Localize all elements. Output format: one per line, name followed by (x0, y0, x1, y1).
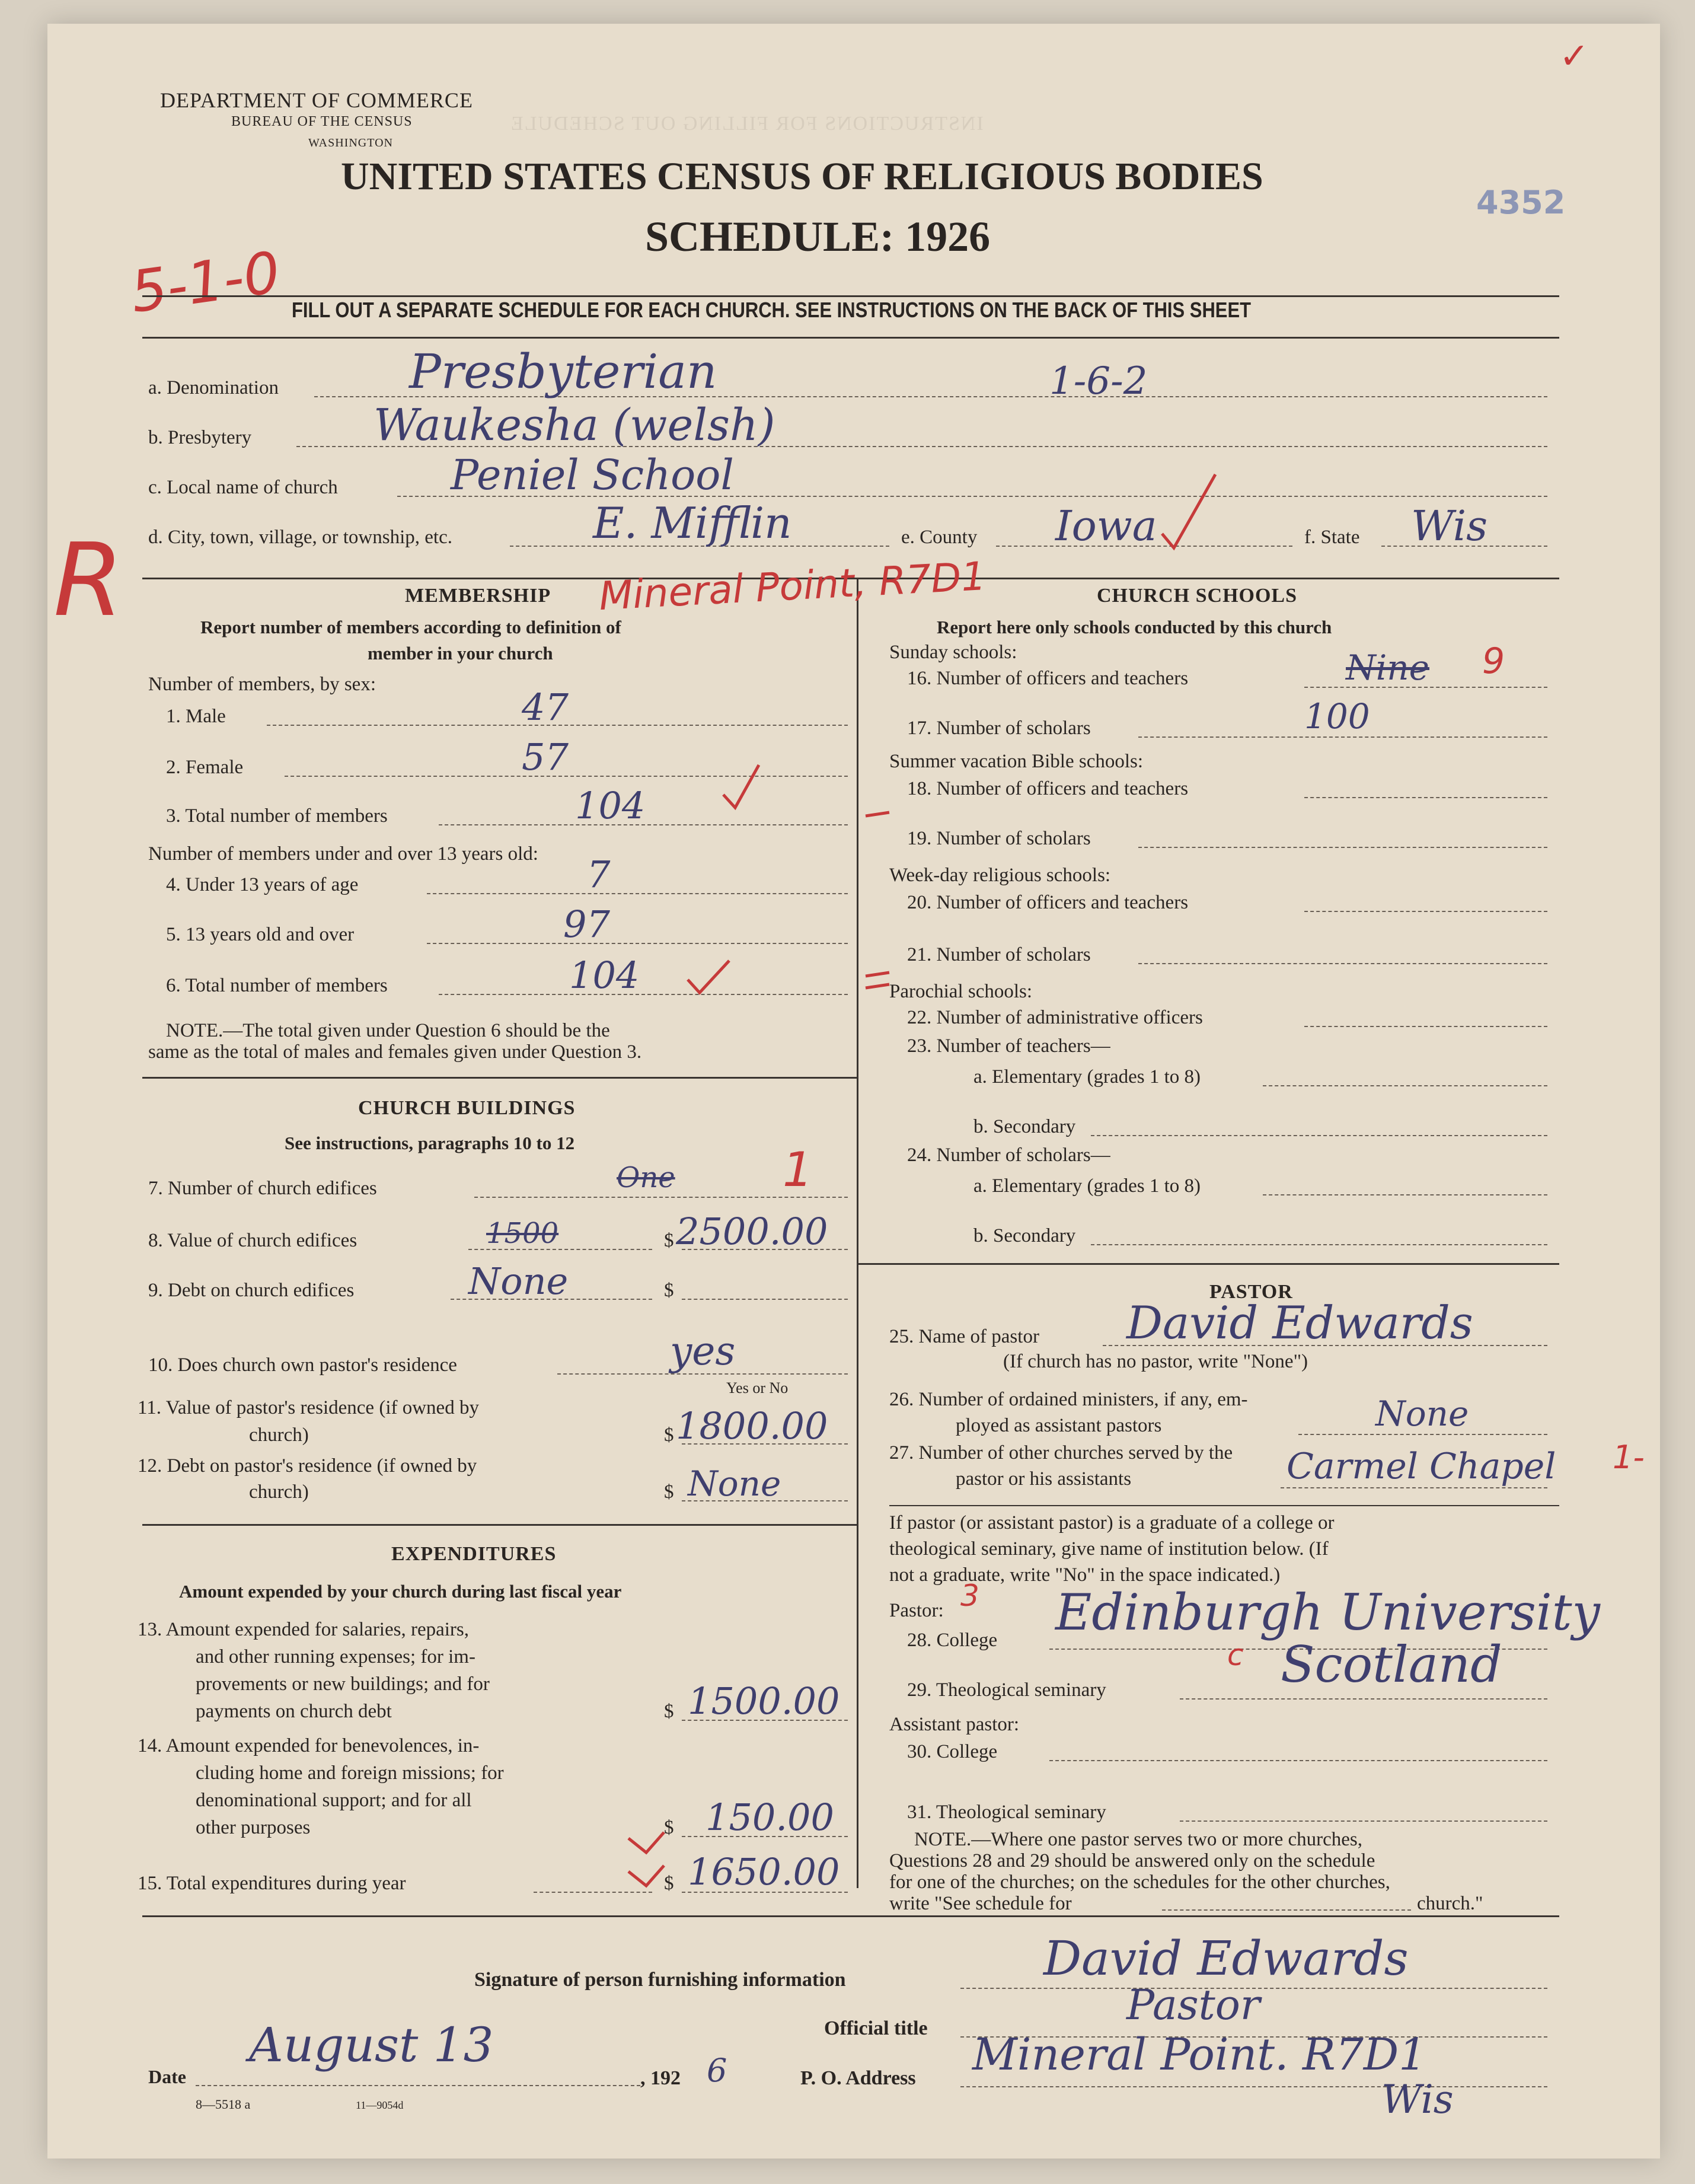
tick-q3 (866, 812, 889, 816)
buildings-sub: See instructions, paragraphs 10 to 12 (285, 1133, 575, 1153)
q11-label: 11. Value of pastor's residence (if owned by (138, 1397, 479, 1418)
q28-value[interactable]: Edinburgh University (1055, 1583, 1600, 1641)
q12-label: 12. Debt on pastor's residence (if owned by (138, 1455, 477, 1477)
q7-value[interactable]: 1 (783, 1142, 813, 1197)
q13-value[interactable]: 1500.00 (688, 1679, 840, 1723)
po-address-value-2[interactable]: Wis (1381, 2077, 1454, 2122)
q26-line (1298, 1434, 1547, 1435)
po-address-line (960, 2086, 1547, 2087)
q12-value[interactable]: None (688, 1464, 781, 1504)
buildings-title: CHURCH BUILDINGS (358, 1097, 576, 1119)
q4-label: 4. Under 13 years of age (166, 874, 359, 895)
expenditures-sub: Amount expended by your church during last fiscal year (179, 1581, 622, 1602)
q18-label: 18. Number of officers and teachers (907, 778, 1189, 799)
q13-dollar: $ (664, 1701, 674, 1722)
q14-line-2: cluding home and foreign missions; for (196, 1762, 504, 1784)
q26-line-2: ployed as assistant pastors (956, 1415, 1162, 1436)
q14-line-1: 14. Amount expended for benevolences, in- (138, 1735, 480, 1756)
city-label: d. City, town, village, or township, etc. (148, 527, 452, 548)
date-label: Date (148, 2066, 186, 2087)
city-value[interactable]: E. Mifflin (593, 498, 792, 548)
rule-membership (142, 1077, 857, 1079)
q27-value[interactable]: Carmel Chapel (1287, 1446, 1556, 1487)
q1-label: 1. Male (166, 706, 226, 727)
red-code: 5-1-0 (126, 238, 285, 326)
q21-line (1138, 963, 1547, 964)
pastor-title: PASTOR (1209, 1281, 1293, 1303)
q23a-label: a. Elementary (grades 1 to 8) (973, 1066, 1201, 1088)
q5-label: 5. 13 years old and over (166, 924, 355, 945)
check-mark-q6 (688, 961, 729, 993)
q13-line-4: payments on church debt (196, 1701, 392, 1722)
q16-value[interactable]: 9 (1482, 640, 1505, 682)
graduate-line-3: not a graduate, write "No" in the space indicated.) (889, 1564, 1281, 1586)
margin-red-r: R (53, 522, 124, 639)
q8-label: 8. Value of church edifices (148, 1230, 357, 1251)
schedule-year: SCHEDULE: 1926 (645, 213, 991, 260)
q22-label: 22. Number of administrative officers (907, 1007, 1203, 1028)
denomination-code: 1-6-2 (1049, 359, 1148, 403)
q9-label: 9. Debt on church edifices (148, 1280, 355, 1301)
parochial-schools: Parochial schools: (889, 981, 1033, 1002)
po-address-label: P. O. Address (800, 2067, 916, 2089)
q29-line (1180, 1698, 1547, 1700)
pastor-note-blank (1162, 1909, 1411, 1911)
schools-title: CHURCH SCHOOLS (1097, 585, 1297, 607)
q27-line-2: pastor or his assistants (956, 1468, 1132, 1490)
q21-label: 21. Number of scholars (907, 944, 1091, 965)
members-by-age: Number of members under and over 13 years old: (148, 843, 538, 865)
rule-top-2 (142, 337, 1559, 339)
q23a-line (1263, 1085, 1547, 1086)
q23b-line (1091, 1135, 1547, 1136)
rule-buildings (142, 1524, 857, 1526)
form-title: UNITED STATES CENSUS OF RELIGIOUS BODIES (341, 155, 1263, 198)
q6-label: 6. Total number of members (166, 975, 388, 996)
q8-dollar: $ (664, 1230, 674, 1251)
check-mark-q3 (723, 765, 759, 808)
rule-top (142, 295, 1559, 297)
q25-value[interactable]: David Edwards (1126, 1296, 1473, 1349)
red-address: Mineral Point, R7D1 (598, 553, 988, 620)
denomination-value[interactable]: Presbyterian (409, 344, 717, 399)
q28-label: 28. College (907, 1630, 998, 1651)
po-address-value[interactable]: Mineral Point. R7D1 (972, 2029, 1427, 2080)
q27-red: 1- (1613, 1439, 1645, 1476)
census-schedule-sheet (47, 24, 1660, 2159)
q29-label: 29. Theological seminary (907, 1679, 1106, 1701)
q8-struck: 1500 (486, 1217, 559, 1250)
q11-label-2: church) (249, 1424, 309, 1446)
membership-intro-1: Report number of members according to definition of (200, 617, 621, 637)
stamp-number: 4352 (1476, 184, 1566, 221)
date-line (196, 2085, 640, 2086)
membership-intro-2: member in your church (368, 643, 553, 664)
assistant-label: Assistant pastor: (889, 1714, 1020, 1735)
q13-line-2: and other running expenses; for im- (196, 1646, 475, 1668)
q6-line (439, 994, 848, 995)
q14-line-3: denominational support; and for all (196, 1790, 472, 1811)
corner-check: ✓ (1559, 36, 1589, 77)
q18-line (1304, 797, 1547, 798)
q7-label: 7. Number of church edifices (148, 1178, 377, 1199)
q1-value[interactable]: 47 (522, 686, 569, 729)
q19-label: 19. Number of scholars (907, 828, 1091, 849)
check-mark-identity (1162, 474, 1215, 548)
summer-schools: Summer vacation Bible schools: (889, 751, 1144, 772)
q6-value[interactable]: 104 (569, 954, 640, 997)
q7-struck: One (617, 1161, 675, 1194)
q24b-label: b. Secondary (973, 1225, 1076, 1246)
q5-value[interactable]: 97 (563, 903, 610, 946)
pastor-note-3: for one of the churches; on the schedules for the other churches, (889, 1871, 1390, 1893)
q16-struck: Nine (1346, 648, 1429, 688)
tick-q6b (866, 984, 889, 988)
county-label: e. County (901, 527, 978, 548)
church-name-label: c. Local name of church (148, 477, 338, 498)
q2-value[interactable]: 57 (522, 735, 569, 779)
q5-line (427, 943, 848, 944)
q15-label: 15. Total expenditures during year (138, 1873, 406, 1894)
q16-label: 16. Number of officers and teachers (907, 668, 1189, 689)
county-value[interactable]: Iowa (1055, 502, 1157, 550)
q24-label: 24. Number of scholars— (907, 1144, 1110, 1166)
signature-value[interactable]: David Edwards (1043, 1931, 1409, 1986)
year-suffix[interactable]: 6 (707, 2052, 727, 2089)
q25-note: (If church has no pastor, write "None") (1003, 1351, 1308, 1372)
q23b-label: b. Secondary (973, 1116, 1076, 1137)
q23-label: 23. Number of teachers— (907, 1035, 1110, 1057)
church-name-value[interactable]: Peniel School (451, 451, 734, 499)
pastor-note-2: Questions 28 and 29 should be answered only on the schedule (889, 1850, 1375, 1871)
q9-line-b (682, 1299, 848, 1300)
presbytery-label: b. Presbytery (148, 427, 252, 448)
q17-label: 17. Number of scholars (907, 718, 1091, 739)
q14-value[interactable]: 150.00 (706, 1796, 834, 1839)
q9-value[interactable]: None (468, 1260, 569, 1303)
denomination-label: a. Denomination (148, 377, 279, 398)
q4-value[interactable]: 7 (587, 853, 611, 896)
q26-line-1: 26. Number of ordained ministers, if any, em- (889, 1389, 1248, 1410)
q10-label: 10. Does church own pastor's residence (148, 1354, 457, 1376)
q26-value[interactable]: None (1375, 1394, 1469, 1434)
bureau-name: BUREAU OF THE CENSUS (231, 114, 413, 129)
rule-bottom-left (142, 1915, 1559, 1917)
q29-red-mark: c (1227, 1638, 1244, 1672)
official-title-value[interactable]: Pastor (1126, 1981, 1260, 2029)
q3-value[interactable]: 104 (575, 784, 646, 827)
column-divider (857, 578, 858, 1888)
pastor-label: Pastor: (889, 1600, 944, 1621)
q25-label: 25. Name of pastor (889, 1326, 1039, 1347)
signature-label: Signature of person furnishing information (474, 1969, 846, 1991)
yes-no-hint: Yes or No (726, 1379, 789, 1397)
pastor-note-1: NOTE.—Where one pastor serves two or more churches, (914, 1829, 1362, 1850)
q9-dollar: $ (664, 1280, 674, 1301)
q13-line-1: 13. Amount expended for salaries, repairs, (138, 1619, 470, 1640)
q17-value[interactable]: 100 (1304, 696, 1370, 736)
q8-value[interactable]: 2500.00 (676, 1210, 828, 1253)
q24a-label: a. Elementary (grades 1 to 8) (973, 1175, 1201, 1197)
q3-label: 3. Total number of members (166, 805, 388, 827)
graduate-line-1: If pastor (or assistant pastor) is a graduate of a college or (889, 1512, 1335, 1533)
state-label: f. State (1304, 527, 1360, 548)
tick-q6a (866, 973, 889, 976)
q13-line-3: provements or new buildings; and for (196, 1673, 490, 1695)
q27-line-1: 27. Number of other churches served by the (889, 1442, 1233, 1464)
schools-sub: Report here only schools conducted by this church (937, 617, 1332, 637)
q24a-line (1263, 1194, 1547, 1195)
q29-value[interactable]: Scotland (1281, 1635, 1502, 1694)
sunday-schools: Sunday schools: (889, 642, 1017, 663)
q15-line-a (534, 1892, 652, 1893)
rule-pastor (889, 1505, 1559, 1506)
year-prefix: , 192 (640, 2067, 681, 2089)
department-name: DEPARTMENT OF COMMERCE (160, 88, 473, 112)
form-number: 8—5518 a (196, 2097, 251, 2112)
q11-dollar: $ (664, 1424, 674, 1446)
q20-label: 20. Number of officers and teachers (907, 892, 1189, 913)
membership-note-1: NOTE.—The total given under Question 6 should be the (166, 1020, 610, 1041)
q2-label: 2. Female (166, 757, 244, 778)
date-value[interactable]: August 13 (249, 2017, 494, 2073)
q15-value[interactable]: 1650.00 (688, 1850, 840, 1893)
q30-label: 30. College (907, 1741, 998, 1762)
check-mark-q14 (628, 1832, 664, 1853)
membership-title: MEMBERSHIP (405, 585, 551, 607)
state-value[interactable]: Wis (1411, 502, 1488, 550)
form-number-2: 11—9054d (356, 2099, 404, 2111)
q20-line (1304, 911, 1547, 912)
q12-dollar: $ (664, 1481, 674, 1503)
q17-line (1138, 736, 1547, 738)
expenditures-title: EXPENDITURES (391, 1543, 557, 1565)
q10-value[interactable]: yes (670, 1328, 736, 1374)
pastor-note-4: write "See schedule for (889, 1893, 1072, 1914)
q31-line (1180, 1820, 1547, 1822)
q15-dollar: $ (664, 1873, 674, 1894)
fill-out-instruction: FILL OUT A SEPARATE SCHEDULE FOR EACH CHURCH. SEE INSTRUCTIONS ON THE BACK OF THIS SHEET (292, 298, 1252, 322)
rule-schools (857, 1263, 1559, 1265)
bureau-city: WASHINGTON (308, 136, 393, 149)
pastor-red-mark: 3 (960, 1579, 979, 1613)
q11-value[interactable]: 1800.00 (676, 1404, 828, 1448)
bleed-through-text: INSTRUCTIONS FOR FILLING OUT SCHEDULE (510, 113, 984, 135)
check-mark-q15 (628, 1866, 664, 1886)
q27-line (1281, 1487, 1547, 1488)
q14-line-4: other purposes (196, 1817, 311, 1838)
q22-line (1304, 1026, 1547, 1027)
q4-line (427, 893, 848, 894)
q31-label: 31. Theological seminary (907, 1802, 1106, 1823)
presbytery-value[interactable]: Waukesha (welsh) (374, 400, 775, 451)
q14-dollar: $ (664, 1817, 674, 1838)
weekday-schools: Week-day religious schools: (889, 865, 1111, 886)
q12-label-2: church) (249, 1481, 309, 1503)
membership-note-2: same as the total of males and females given under Question 3. (148, 1041, 642, 1063)
pastor-note-4b: church." (1417, 1893, 1483, 1914)
members-by-sex: Number of members, by sex: (148, 674, 376, 695)
q24b-line (1091, 1244, 1547, 1245)
q19-line (1138, 847, 1547, 848)
q30-line (1049, 1760, 1547, 1761)
official-title-label: Official title (824, 2017, 928, 2039)
graduate-line-2: theological seminary, give name of institution below. (If (889, 1538, 1329, 1560)
